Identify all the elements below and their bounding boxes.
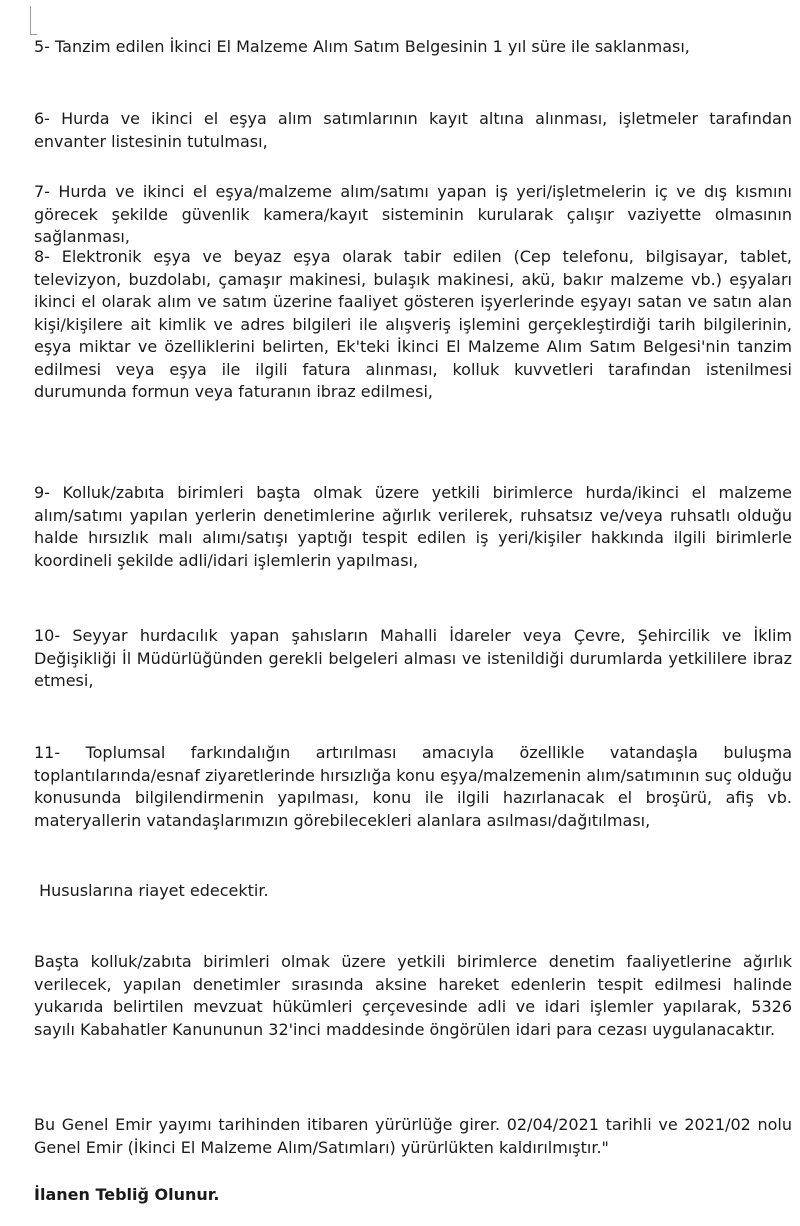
page-corner-mark [30, 6, 37, 35]
item-6: 6- Hurda ve ikinci el eşya alım satımlarının kayıt altına alınması, işletmeler tarafından envanter listesinin tutulması, [34, 109, 792, 151]
item-5: 5- Tanzim edilen İkinci El Malzeme Alım Satım Belgesinin 1 yıl süre ile saklanması, [34, 37, 690, 56]
item-7: 7- Hurda ve ikinci el eşya/malzeme alım/satımı yapan iş yeri/işletmelerin iç ve dış kısmını görecek şekilde güvenlik kamera/kayıt sisteminin kurularak çalışır vaziyette olmasının sağlanması, [34, 182, 792, 246]
announcement: İlanen Tebliğ Olunur. [34, 1185, 220, 1204]
enforcement-paragraph: Başta kolluk/zabıta birimleri olmak üzere yetkili birimlerce denetim faaliyetlerine ağırlık verilecek, yapılan denetimler sırasında aksine hareket edenlerin tespit edilmesi halinde yukarıda belirtilen mevzuat hükümleri çerçevesinde adli ve idari işlemler yapılarak, 5326 sayılı Kabahatler Kanununun 32'inci maddesinde öngörülen idari para cezası uygulanacaktır. [34, 952, 792, 1039]
item-9: 9- Kolluk/zabıta birimleri başta olmak üzere yetkili birimlerce hurda/ikinci el malzeme alım/satımı yapılan yerlerin denetimlerine ağırlık verilerek, ruhsatsız ve/veya ruhsatlı olduğu halde hırsızlık malı alımı/satışı yaptığı tespit edilen iş yeri/kişiler hakkında ilgili birimlerle koordineli şekilde adli/idari işlemlerin yapılması, [34, 483, 792, 570]
item-8: 8- Elektronik eşya ve beyaz eşya olarak tabir edilen (Cep telefonu, bilgisayar, tablet, televizyon, buzdolabı, çamaşır makinesi, bulaşık makinesi, akü, bakır malzeme vb.) eşyaları ikinci el olarak alım ve satım üzerine faaliyet gösteren işyerlerinde eşyayı satan ve satın alan kişi/kişilere ait kimlik ve adres bilgileri ile alışveriş işlemini gerçekleştirdiği tarih bilgilerinin, eşya miktar ve özelliklerini belirten, Ek'teki İkinci El Malzeme Alım Satım Belgesi'nin tanzim edilmesi veya eşya ile ilgili fatura alınması, kolluk kuvvetleri tarafından istenilmesi durumunda formun veya faturanın ibraz edilmesi, [34, 247, 792, 401]
effective-paragraph: Bu Genel Emir yayımı tarihinden itibaren yürürlüğe girer. 02/04/2021 tarihli ve 2021/02 nolu Genel Emir (İkinci El Malzeme Alım/Satımları) yürürlükten kaldırılmıştır." [34, 1115, 792, 1157]
item-11: 11- Toplumsal farkındalığın artırılması amacıyla özellikle vatandaşla buluşma toplantılarında/esnaf ziyaretlerinde hırsızlığa konu eşya/malzemenin alım/satımının suç olduğu konusunda bilgilendirmenin yapılması, konu ile ilgili hazırlanacak el broşürü, afiş vb. materyallerin vatandaşlarımızın görebilecekleri alanlara asılması/dağıtılması, [34, 743, 792, 830]
closing-clause: Hususlarına riayet edecektir. [34, 881, 269, 900]
item-10: 10- Seyyar hurdacılık yapan şahısların Mahalli İdareler veya Çevre, Şehircilik ve İklim Değişikliği İl Müdürlüğünden gerekli belgeleri alması ve istenildiği durumlarda yetkililere ibraz etmesi, [34, 626, 792, 690]
